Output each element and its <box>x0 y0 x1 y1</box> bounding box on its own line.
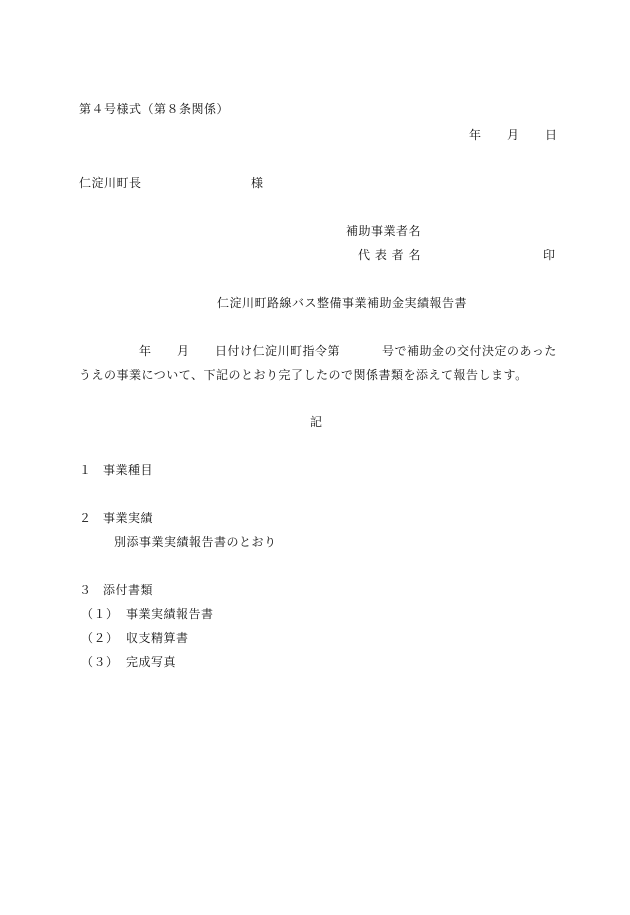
attachment-text: 完成写真 <box>126 655 177 669</box>
section-3-number: ３ <box>79 583 92 597</box>
date-month-label: 月 <box>507 128 520 142</box>
attachment-text: 収支精算書 <box>126 631 189 645</box>
document-title: 仁淀川町路線バス整備事業補助金実績報告書 <box>217 296 468 310</box>
section-1-number: １ <box>79 463 92 477</box>
form-number: 第４号様式（第８条関係） <box>79 102 230 116</box>
body-month-label: 月 <box>177 344 190 358</box>
date-year-label: 年 <box>469 128 482 142</box>
body-date-ref: 日付け仁淀川町指令第 <box>215 344 341 358</box>
attachment-number: （１） <box>81 607 119 621</box>
addressee-mayor: 仁淀川町長 <box>79 176 142 190</box>
attachment-text: 事業実績報告書 <box>126 607 214 621</box>
section-2-heading: 事業実績 <box>103 511 154 525</box>
body-line-2: うえの事業について、下記のとおり完了したので関係書類を添えて報告します。 <box>79 368 528 382</box>
body-year-label: 年 <box>139 344 152 358</box>
addressee-honorific: 様 <box>251 176 264 190</box>
section-1-heading: 事業種目 <box>103 463 154 477</box>
section-2-content: 別添事業実績報告書のとおり <box>114 535 277 549</box>
section-2-number: ２ <box>79 511 92 525</box>
ki-marker: 記 <box>310 415 323 429</box>
date-day-label: 日 <box>545 128 558 142</box>
attachment-number: （２） <box>81 631 119 645</box>
body-number-ref: 号で補助金の交付決定のあった <box>382 344 557 358</box>
section-3-heading: 添付書類 <box>103 583 154 597</box>
business-name-label: 補助事業者名 <box>346 224 422 238</box>
seal-mark: 印 <box>543 248 556 262</box>
representative-label: 代 表 者 名 <box>358 248 421 262</box>
attachment-number: （３） <box>81 655 119 669</box>
